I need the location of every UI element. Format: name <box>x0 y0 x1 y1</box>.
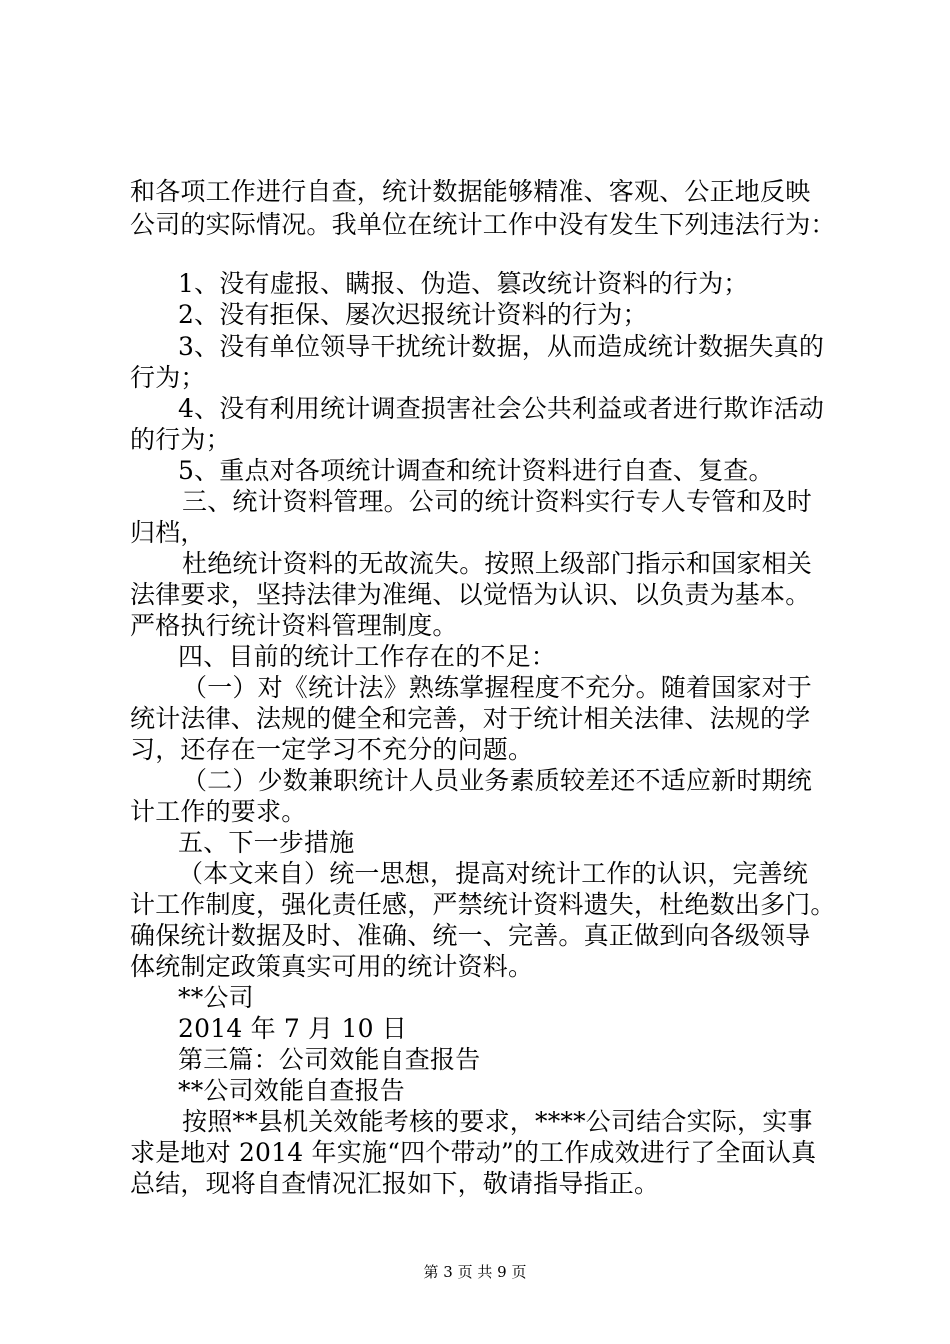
list-item: 3、没有单位领导干扰统计数据，从而造成统计数据失真的 <box>178 332 825 361</box>
text-line: 严格执行统计资料管理制度。 <box>130 611 458 640</box>
text-line: 公司的实际情况。我单位在统计工作中没有发生下列违法行为： <box>130 210 836 239</box>
text-line: 行为； <box>130 363 206 392</box>
text-line: 计工作制度，强化责任感，严禁统计资料遗失，杜绝数出多门。 <box>130 890 836 919</box>
signature-company: **公司 <box>178 983 254 1012</box>
text-line: 归档， <box>130 518 206 547</box>
list-item: 1、没有虚报、瞒报、伪造、篡改统计资料的行为； <box>178 269 749 298</box>
paragraph-start: （一）对《统计法》熟练掌握程度不充分。随着国家对于 <box>182 673 813 702</box>
signature-date: 2014 年 7 月 10 日 <box>178 1014 408 1043</box>
text-line: 的行为； <box>130 425 231 454</box>
paragraph-start: （本文来自）统一思想，提高对统计工作的认识，完善统 <box>178 859 809 888</box>
page-number-footer: 第 3 页 共 9 页 <box>423 1263 527 1281</box>
chapter-heading: 第三篇：公司效能自查报告 <box>178 1045 481 1074</box>
text-line: 总结，现将自查情况汇报如下，敬请指导指正。 <box>130 1169 660 1198</box>
section-heading: 五、下一步措施 <box>178 828 355 857</box>
text-line: 计工作的要求。 <box>130 797 307 826</box>
text-line: 法律要求，坚持法律为准绳、以觉悟为认识、以负责为基本。 <box>130 580 811 609</box>
paragraph-start: （二）少数兼职统计人员业务素质较差还不适应新时期统 <box>182 766 813 795</box>
section-heading: 三、统计资料管理。公司的统计资料实行专人专管和及时 <box>182 487 813 516</box>
text-line: 求是地对 2014 年实施“四个带动”的工作成效进行了全面认真 <box>130 1138 817 1167</box>
list-item: 4、没有利用统计调查损害社会公共利益或者进行欺诈活动 <box>178 394 825 423</box>
paragraph-start: 按照**县机关效能考核的要求，****公司结合实际，实事 <box>182 1107 813 1136</box>
text-line: 统计法律、法规的健全和完善，对于统计相关法律、法规的学 <box>130 704 811 733</box>
list-item: 5、重点对各项统计调查和统计资料进行自查、复查。 <box>178 456 774 485</box>
section-heading: 四、目前的统计工作存在的不足： <box>178 642 557 671</box>
text-line: 和各项工作进行自查，统计数据能够精准、客观、公正地反映 <box>130 177 811 206</box>
list-item: 2、没有拒保、屡次迟报统计资料的行为； <box>178 300 648 329</box>
report-title: **公司效能自查报告 <box>178 1076 406 1105</box>
text-line: 习，还存在一定学习不充分的问题。 <box>130 735 534 764</box>
paragraph-start: 杜绝统计资料的无故流失。按照上级部门指示和国家相关 <box>182 549 813 578</box>
text-line: 确保统计数据及时、准确、统一、完善。真正做到向各级领导 <box>130 921 811 950</box>
text-line: 体统制定政策真实可用的统计资料。 <box>130 952 534 981</box>
